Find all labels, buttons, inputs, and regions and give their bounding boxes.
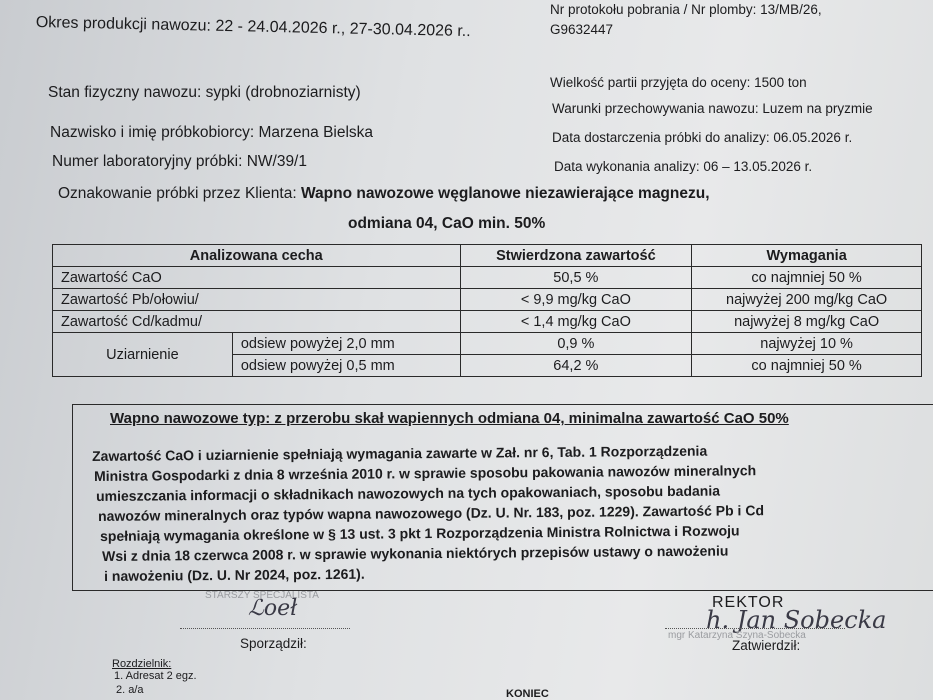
approver-signature-line	[665, 628, 845, 629]
preparer-signature-line	[180, 628, 350, 629]
header-value: Stwierdzona zawartość	[460, 245, 692, 267]
feature-cell: Zawartość CaO	[53, 267, 461, 289]
requirement-cell: co najmniej 50 %	[692, 267, 922, 289]
batch-size: Wielkość partii przyjęta do oceny: 1500 ton	[550, 75, 807, 90]
verdict-line: i nawożeniu (Dz. U. Nr 2024, poz. 1261).	[104, 565, 365, 584]
verdict-line: Ministra Gospodarki z dnia 8 września 2010 r. w sprawie sposobu pakowania nawozów mineralnych	[94, 462, 757, 484]
approved-label: Zatwierdził:	[732, 638, 801, 653]
faint-stamp-right: mgr Katarzyna Szyna-Sobecka	[668, 630, 806, 641]
client-label-variant: odmiana 04, CaO min. 50%	[348, 215, 546, 232]
analysis-date: Data wykonania analizy: 06 – 13.05.2026 r.	[554, 159, 813, 174]
director-stamp: REKTOR	[712, 594, 785, 611]
distribution-title: Rozdzielnik:	[112, 658, 172, 670]
verdict-line: Wsi z dnia 18 czerwca 2008 r. w sprawie wykonania niektórych przepisów ustawy o nawożeniu	[102, 542, 729, 564]
table-row	[53, 289, 922, 311]
value-cell: 64,2 %	[460, 355, 692, 377]
requirement-cell: najwyżej 8 mg/kg CaO	[692, 311, 922, 333]
requirement-cell: najwyżej 200 mg/kg CaO	[692, 289, 922, 311]
sieve-cell: odsiew powyżej 2,0 mm	[232, 333, 460, 355]
sieve-cell: odsiew powyżej 0,5 mm	[232, 355, 460, 377]
client-label-prefix: Oznakowanie próbki przez Klienta:	[58, 185, 301, 202]
director-signature: h. Jan Sobecka	[706, 606, 887, 634]
value-cell: < 1,4 mg/kg CaO	[460, 311, 692, 333]
requirement-cell: najwyżej 10 %	[692, 333, 922, 355]
granulation-label: Uziarnienie	[53, 333, 233, 377]
physical-state: Stan fizyczny nawozu: sypki (drobnoziarnisty)	[48, 84, 361, 101]
verdict-title: Wapno nawozowe typ: z przerobu skał wapiennych odmiana 04, minimalna zawartość CaO 50%	[110, 410, 789, 427]
delivery-date: Data dostarczenia próbki do analizy: 06.05.2026 r.	[552, 130, 853, 145]
preparer-signature: ℒoeł	[248, 596, 298, 621]
table-row	[53, 311, 922, 333]
header-feature: Analizowana cecha	[53, 245, 461, 267]
end-marker: KONIEC	[506, 688, 549, 700]
feature-cell: Zawartość Cd/kadmu/	[53, 311, 461, 333]
value-cell: < 9,9 mg/kg CaO	[460, 289, 692, 311]
table-header-row	[53, 245, 922, 267]
table-row	[53, 267, 922, 289]
results-table	[52, 244, 922, 377]
verdict-line: Zawartość CaO i uziarnienie spełniają wymagania zawarte w Zał. nr 6, Tab. 1 Rozporządzenia	[92, 442, 708, 464]
table-row	[53, 333, 922, 355]
prepared-label: Sporządził:	[240, 636, 307, 651]
client-label-product: Wapno nawozowe węglanowe niezawierające magnezu,	[300, 185, 710, 202]
verdict-line: umieszczania informacji o składnikach nawozowych na tych opakowaniach, sposobu badania	[96, 482, 721, 504]
value-cell: 50,5 %	[460, 267, 692, 289]
distribution-item: 2. a/a	[116, 684, 144, 696]
requirement-cell: co najmniej 50 %	[692, 355, 922, 377]
faint-stamp-left: STARSZY SPECJALISTA	[205, 590, 319, 601]
value-cell: 0,9 %	[460, 333, 692, 355]
distribution-item: 1. Adresat 2 egz.	[114, 670, 197, 682]
storage-conditions: Warunki przechowywania nawozu: Luzem na pryzmie	[552, 101, 873, 116]
feature-cell: Zawartość Pb/ołowiu/	[53, 289, 461, 311]
header-requirement: Wymagania	[692, 245, 922, 267]
lab-number: Numer laboratoryjny próbki: NW/39/1	[52, 153, 307, 170]
seal-number: G9632447	[550, 22, 614, 37]
sampler-name: Nazwisko i imię próbkobiorcy: Marzena Bielska	[50, 124, 374, 141]
client-label	[58, 185, 710, 203]
protocol-number: Nr protokołu pobrania / Nr plomby: 13/MB/26,	[550, 2, 822, 17]
verdict-line: nawozów mineralnych oraz typów wapna nawozowego (Dz. U. Nr. 183, poz. 1229). Zawartość Pb i Cd	[98, 502, 765, 524]
verdict-line: spełniają wymagania określone w § 13 ust. 3 pkt 1 Rozporządzenia Ministra Rolnictwa i Rozwoju	[100, 522, 740, 544]
production-period: Okres produkcji nawozu: 22 - 24.04.2026 r., 27-30.04.2026 r..	[35, 14, 471, 41]
